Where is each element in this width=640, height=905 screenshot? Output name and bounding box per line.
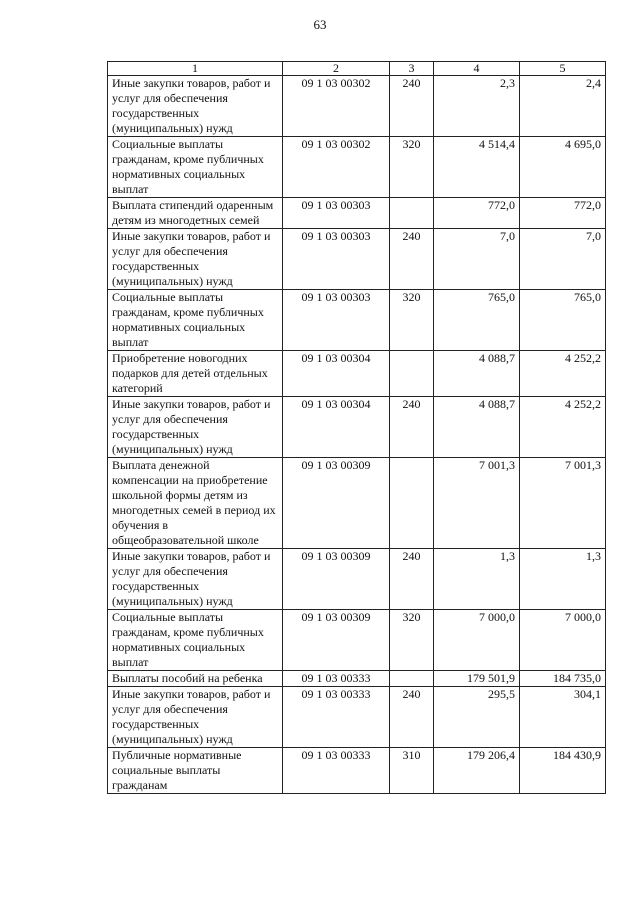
- amount-year-1: 2,3: [434, 76, 520, 137]
- table-row: [108, 76, 606, 137]
- table-row: [108, 671, 606, 687]
- target-code: 09 1 03 00304: [283, 351, 390, 397]
- expense-type: 240: [390, 229, 434, 290]
- amount-year-1: 295,5: [434, 687, 520, 748]
- target-code: 09 1 03 00302: [283, 76, 390, 137]
- amount-year-1: 7,0: [434, 229, 520, 290]
- amount-year-1: 765,0: [434, 290, 520, 351]
- item-name: Иные закупки товаров, работ и услуг для обеспечения государственных (муниципальных) нужд: [108, 687, 283, 748]
- column-header-1: 1: [108, 62, 283, 76]
- target-code: 09 1 03 00309: [283, 458, 390, 549]
- expense-type: 320: [390, 610, 434, 671]
- item-name: Социальные выплаты гражданам, кроме публичных нормативных социальных выплат: [108, 610, 283, 671]
- amount-year-1: 7 000,0: [434, 610, 520, 671]
- amount-year-2: 4 695,0: [520, 137, 606, 198]
- expense-type: 240: [390, 687, 434, 748]
- budget-table: [107, 61, 606, 794]
- amount-year-1: 179 501,9: [434, 671, 520, 687]
- expense-type: 310: [390, 748, 434, 794]
- amount-year-1: 1,3: [434, 549, 520, 610]
- amount-year-1: 4 514,4: [434, 137, 520, 198]
- item-name: Социальные выплаты гражданам, кроме публичных нормативных социальных выплат: [108, 137, 283, 198]
- header-row: [108, 62, 606, 76]
- table-row: [108, 137, 606, 198]
- item-name: Иные закупки товаров, работ и услуг для обеспечения государственных (муниципальных) нужд: [108, 549, 283, 610]
- expense-type: 240: [390, 397, 434, 458]
- amount-year-2: 772,0: [520, 198, 606, 229]
- column-header-4: 4: [434, 62, 520, 76]
- expense-type: [390, 671, 434, 687]
- item-name: Приобретение новогодних подарков для детей отдельных категорий: [108, 351, 283, 397]
- page-number: 63: [313, 17, 327, 32]
- amount-year-1: 4 088,7: [434, 397, 520, 458]
- expense-type: 240: [390, 549, 434, 610]
- amount-year-2: 184 430,9: [520, 748, 606, 794]
- amount-year-2: 2,4: [520, 76, 606, 137]
- amount-year-2: 1,3: [520, 549, 606, 610]
- column-header-5: 5: [520, 62, 606, 76]
- table-row: [108, 397, 606, 458]
- amount-year-2: 7 001,3: [520, 458, 606, 549]
- item-name: Выплата денежной компенсации на приобретение школьной формы детям из многодетных семей в период их обучения в общеобразовательной школе: [108, 458, 283, 549]
- amount-year-2: 304,1: [520, 687, 606, 748]
- amount-year-2: 4 252,2: [520, 397, 606, 458]
- item-name: Социальные выплаты гражданам, кроме публичных нормативных социальных выплат: [108, 290, 283, 351]
- table-row: [108, 610, 606, 671]
- expense-type: 320: [390, 290, 434, 351]
- amount-year-2: 184 735,0: [520, 671, 606, 687]
- amount-year-2: 4 252,2: [520, 351, 606, 397]
- table-row: [108, 748, 606, 794]
- target-code: 09 1 03 00303: [283, 198, 390, 229]
- expense-type: 320: [390, 137, 434, 198]
- table-row: [108, 351, 606, 397]
- amount-year-2: 7,0: [520, 229, 606, 290]
- expense-type: 240: [390, 76, 434, 137]
- expense-type: [390, 458, 434, 549]
- item-name: Иные закупки товаров, работ и услуг для обеспечения государственных (муниципальных) нужд: [108, 76, 283, 137]
- amount-year-2: 7 000,0: [520, 610, 606, 671]
- amount-year-1: 772,0: [434, 198, 520, 229]
- target-code: 09 1 03 00302: [283, 137, 390, 198]
- target-code: 09 1 03 00333: [283, 671, 390, 687]
- table-body: [108, 76, 606, 794]
- item-name: Выплаты пособий на ребенка: [108, 671, 283, 687]
- table-row: [108, 229, 606, 290]
- target-code: 09 1 03 00303: [283, 229, 390, 290]
- expense-type: [390, 351, 434, 397]
- table-row: [108, 549, 606, 610]
- amount-year-1: 4 088,7: [434, 351, 520, 397]
- target-code: 09 1 03 00333: [283, 687, 390, 748]
- table-row: [108, 458, 606, 549]
- item-name: Публичные нормативные социальные выплаты гражданам: [108, 748, 283, 794]
- item-name: Выплата стипендий одаренным детям из многодетных семей: [108, 198, 283, 229]
- column-header-2: 2: [283, 62, 390, 76]
- amount-year-1: 179 206,4: [434, 748, 520, 794]
- table-row: [108, 290, 606, 351]
- target-code: 09 1 03 00333: [283, 748, 390, 794]
- table-row: [108, 687, 606, 748]
- table-row: [108, 198, 606, 229]
- target-code: 09 1 03 00303: [283, 290, 390, 351]
- expense-type: [390, 198, 434, 229]
- item-name: Иные закупки товаров, работ и услуг для обеспечения государственных (муниципальных) нужд: [108, 229, 283, 290]
- amount-year-1: 7 001,3: [434, 458, 520, 549]
- amount-year-2: 765,0: [520, 290, 606, 351]
- target-code: 09 1 03 00304: [283, 397, 390, 458]
- column-header-3: 3: [390, 62, 434, 76]
- item-name: Иные закупки товаров, работ и услуг для обеспечения государственных (муниципальных) нужд: [108, 397, 283, 458]
- target-code: 09 1 03 00309: [283, 549, 390, 610]
- target-code: 09 1 03 00309: [283, 610, 390, 671]
